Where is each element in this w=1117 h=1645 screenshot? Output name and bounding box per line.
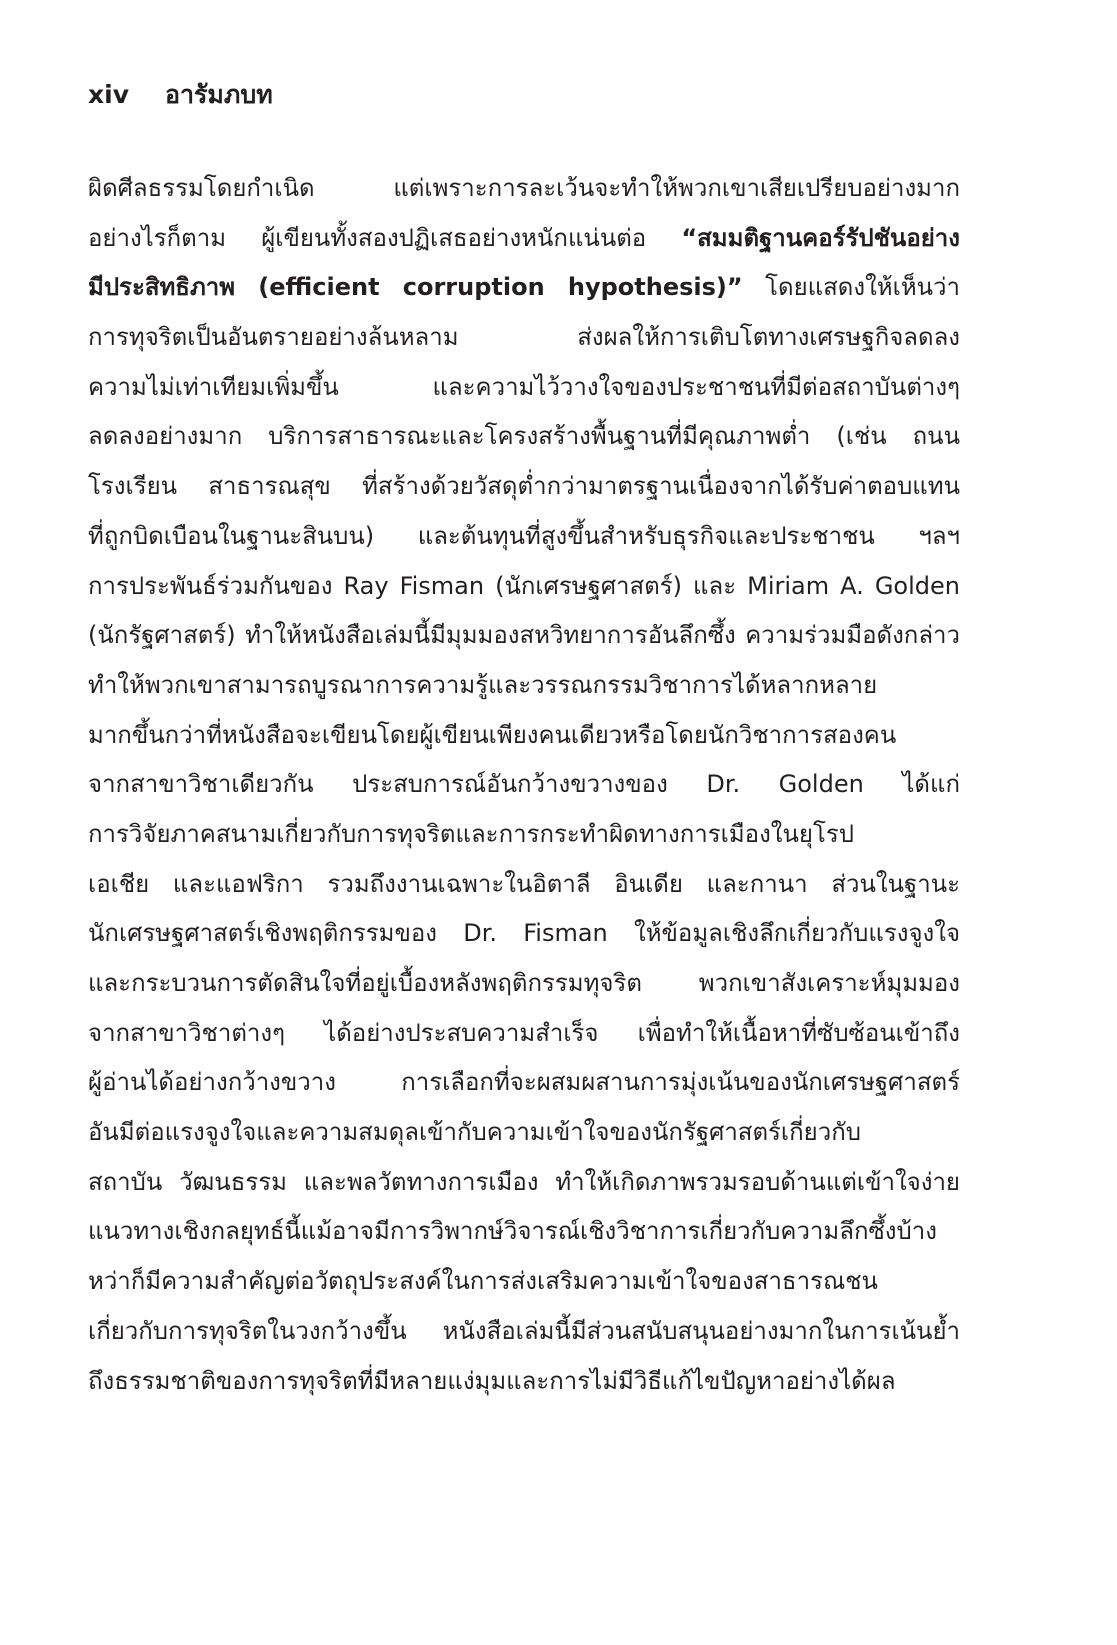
text-line <box>88 1112 960 1162</box>
text-line <box>88 267 960 317</box>
text-segment: ลดลงอย่างมาก บริการสาธารณะและโครงสร้างพื้นฐานที่มีคุณภาพต่ำ (เช่น ถนน <box>88 422 960 451</box>
text-segment: สถาบัน วัฒนธรรม และพลวัตทางการเมือง ทำให้เกิดภาพรวมรอบด้านแต่เข้าใจง่าย <box>88 1167 960 1196</box>
text-segment: อันมีต่อแรงจูงใจและความสมดุลเข้ากับความเข้าใจของนักรัฐศาสตร์เกี่ยวกับ <box>88 1118 861 1147</box>
text-segment: จากสาขาวิชาเดียวกัน ประสบการณ์อันกว้างขวางของ Dr. Golden ได้แก่ <box>88 770 960 799</box>
text-line <box>88 1211 960 1261</box>
text-line <box>88 1013 960 1063</box>
text-segment: ถึงธรรมชาติของการทุจริตที่มีหลายแง่มุมและการไม่มีวิธีแก้ไขปัญหาอย่างได้ผล <box>88 1366 896 1395</box>
text-segment: ที่ถูกบิดเบือนในฐานะสินบน) และต้นทุนที่สูงขึ้นสำหรับธุรกิจและประชาชน ฯลฯ <box>88 521 960 550</box>
text-line <box>88 416 960 466</box>
text-line <box>88 168 960 218</box>
text-line <box>88 715 960 765</box>
text-line <box>88 466 960 516</box>
text-segment: โดยแสดงให้เห็นว่า <box>742 273 961 302</box>
text-line <box>88 1311 960 1361</box>
text-line <box>88 1261 960 1311</box>
text-line <box>88 1361 960 1411</box>
bold-phrase: มีประสิทธิภาพ (efficient corruption hypothesis)” <box>88 273 743 302</box>
text-line <box>88 665 960 715</box>
text-segment: โรงเรียน สาธารณสุข ที่สร้างด้วยวัสดุต่ำกว่ามาตรฐานเนื่องจากได้รับค่าตอบแทน <box>88 472 960 501</box>
text-line <box>88 1062 960 1112</box>
text-line <box>88 1162 960 1212</box>
text-line <box>88 913 960 963</box>
body-text <box>88 168 960 1410</box>
text-segment: หว่าก็มีความสำคัญต่อวัตถุประสงค์ในการส่งเสริมความเข้าใจของสาธารณชน <box>88 1267 878 1296</box>
text-line <box>88 516 960 566</box>
text-line <box>88 764 960 814</box>
text-line <box>88 367 960 417</box>
text-segment: แนวทางเชิงกลยุทธ์นี้แม้อาจมีการวิพากษ์วิจารณ์เชิงวิชาการเกี่ยวกับความลึกซึ้งบ้าง <box>88 1217 937 1246</box>
text-segment: นักเศรษฐศาสตร์เชิงพฤติกรรมของ Dr. Fisman ให้ข้อมูลเชิงลึกเกี่ยวกับแรงจูงใจ <box>88 919 960 948</box>
text-segment: มากขึ้นกว่าที่หนังสือจะเขียนโดยผู้เขียนเพียงคนเดียวหรือโดยนักวิชาการสองคน <box>88 720 897 749</box>
text-line <box>88 615 960 665</box>
text-segment: การวิจัยภาคสนามเกี่ยวกับการทุจริตและการกระทำผิดทางการเมืองในยุโรป <box>88 819 854 848</box>
text-line <box>88 864 960 914</box>
text-segment: การประพันธ์ร่วมกันของ Ray Fisman (นักเศรษฐศาสตร์) และ Miriam A. Golden <box>88 571 960 600</box>
text-segment: จากสาขาวิชาต่างๆ ได้อย่างประสบความสำเร็จ เพื่อทำให้เนื้อหาที่ซับซ้อนเข้าถึง <box>88 1018 960 1047</box>
text-line <box>88 566 960 616</box>
text-segment: อย่างไรก็ตาม ผู้เขียนทั้งสองปฏิเสธอย่างหนักแน่นต่อ <box>88 223 682 252</box>
page-header <box>88 78 273 112</box>
text-segment: และกระบวนการตัดสินใจที่อยู่เบื้องหลังพฤติกรรมทุจริต พวกเขาสังเคราะห์มุมมอง <box>88 969 960 997</box>
text-line <box>88 814 960 864</box>
text-segment: ผู้อ่านได้อย่างกว้างขวาง การเลือกที่จะผสมผสานการมุ่งเน้นของนักเศรษฐศาสตร์ <box>88 1068 960 1097</box>
text-line <box>88 963 960 1013</box>
text-segment: การทุจริตเป็นอันตรายอย่างล้นหลาม ส่งผลให้การเติบโตทางเศรษฐกิจลดลง <box>88 323 960 352</box>
text-segment: เกี่ยวกับการทุจริตในวงกว้างขึ้น หนังสือเล่มนี้มีส่วนสนับสนุนอย่างมากในการเน้นย้ำ <box>88 1316 960 1345</box>
text-line <box>88 317 960 367</box>
text-segment: ทำให้พวกเขาสามารถบูรณาการความรู้และวรรณกรรมวิชาการได้หลากหลาย <box>88 670 878 699</box>
running-title: อารัมภบท <box>164 80 273 109</box>
text-segment: ความไม่เท่าเทียมเพิ่มขึ้น และความไว้วางใจของประชาชนที่มีต่อสถาบันต่างๆ <box>88 372 960 401</box>
text-segment: (นักรัฐศาสตร์) ทำให้หนังสือเล่มนี้มีมุมมองสหวิทยาการอันลึกซึ้ง ความร่วมมือดังกล่าว <box>88 621 960 650</box>
text-line <box>88 218 960 268</box>
text-segment: ผิดศีลธรรมโดยกำเนิด แต่เพราะการละเว้นจะทำให้พวกเขาเสียเปรียบอย่างมาก <box>88 174 960 202</box>
text-segment: เอเชีย และแอฟริกา รวมถึงงานเฉพาะในอิตาลี อินเดีย และกานา ส่วนในฐานะ <box>88 869 960 898</box>
bold-phrase: “สมมติฐานคอร์รัปชันอย่าง <box>681 223 960 252</box>
page-number: xiv <box>88 80 129 109</box>
